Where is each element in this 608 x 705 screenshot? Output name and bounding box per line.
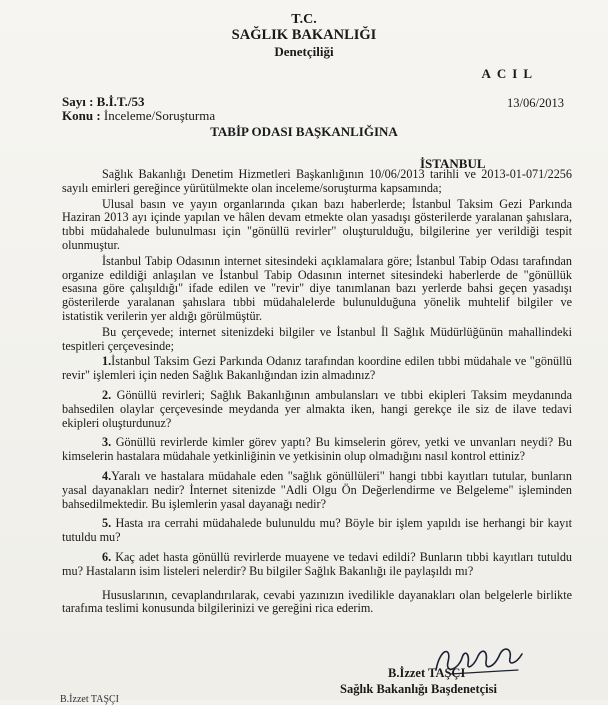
- header-tc: T.C.: [291, 12, 317, 27]
- question-number: 2.: [102, 387, 112, 402]
- reference-number: Sayı : B.İ.T./53: [62, 94, 145, 109]
- paragraph-framework: Bu çerçevede; internet sitenizdeki bilgiler ve İstanbul İl Sağlık Müdürlüğünün mahallindeki tespitleri çerçevesinde;: [62, 324, 572, 353]
- subject-value: İnceleme/Soruşturma: [103, 108, 216, 123]
- signer-title: Sağlık Bakanlığı Başdenetçisi: [340, 682, 497, 696]
- question-1: [62, 355, 572, 383]
- question-text: Yaralı ve hastalara müdahale eden "sağlık gönüllüleri" hangi tıbbi kayıtları tutular, bunların yasal dayanakları nedir? İnternet sitenizde "Adli Olgu Ön Değerlendirme ve Belgeleme" işleminden bahsedilmektedir. Bu işlemlerin yasal dayanağı nedir?: [62, 468, 572, 511]
- header-department: Denetçiliği: [274, 44, 334, 59]
- letter-body: [62, 168, 572, 618]
- question-3: [62, 436, 572, 464]
- question-number: 3.: [102, 435, 112, 450]
- cut-off-footer-text: B.İzzet TAŞÇI: [60, 694, 120, 705]
- paragraph-website: İstanbul Tabip Odasının internet sitesindeki açıklamalara göre; İstanbul Tabip Odası tarafından organize edildiği anlaşılan ve İstanbul Tabip Odasının internet sitesindeki haberlerde de "gönüllük esasına göre çalışıldığı" ifade edilen ve "revir" diye tanımlanan bazı yerlerde bahsi geçen yasadışı gösterilerde yaralanan şahıslara tıbbi müdahalelerde bulunulduğuna yönelik muhtelif bilgiler ve istatistik verilerin yer aldığı görülmüştür.: [62, 253, 572, 323]
- question-number: 5.: [102, 516, 112, 531]
- question-5: [62, 517, 572, 545]
- question-text: Gönüllü revirlerde kimler görev yaptı? Bu kimselerin görev, yetki ve unvanları neydi? Bu kimselerin hastalara müdahale yetkinliğinin ve yetkisinin olup olmadığını nasıl kontrol ettiniz?: [62, 435, 572, 464]
- urgent-mark: ACIL: [481, 66, 538, 81]
- paragraph-intro: Sağlık Bakanlığı Denetim Hizmetleri Başkanlığının 10/06/2013 tarihli ve 2013-01-071/2256 sayılı emirleri gereğince yürütülmekte olan inceleme/soruşturma kapsamında;: [62, 167, 572, 195]
- question-text: Gönüllü revirleri; Sağlık Bakanlığının ambulansları ve tıbbi ekipleri Taksim meydanında bahsedilen olaylar çerçevesinde meydanda yer almakta iken, hangi gerekçe ile siz de ilave tedavi ekipleri oluşturdunuz?: [62, 387, 572, 430]
- question-2: [62, 389, 572, 430]
- question-number: 1.: [102, 354, 112, 369]
- addressee-city: İSTANBUL: [420, 156, 486, 171]
- addressee: TABİP ODASI BAŞKANLIĞINA: [210, 124, 398, 139]
- question-number: 6.: [102, 549, 112, 564]
- paragraph-closing: Hususlarının, cevaplandırılarak, cevabi yazınızın ivedilikle dayanakları olan belgelerle birlikte tarafıma teslimi konusunda bilgilerinizi ve gereğini rica ederim.: [62, 587, 572, 616]
- question-4: [62, 470, 572, 511]
- question-number: 4.: [102, 468, 112, 483]
- header-ministry: SAĞLIK BAKANLIĞI: [231, 27, 377, 43]
- question-6: [62, 551, 572, 579]
- question-text: İstanbul Taksim Gezi Parkında Odanız tarafından koordine edilen tıbbi müdahale ve "gönüllü revir" işlemleri için neden Sağlık Bakanlığından izin almadınız?: [62, 354, 572, 383]
- signer-name: B.İzzet TAŞÇI: [388, 666, 466, 680]
- subject-line: [62, 108, 215, 124]
- paragraph-press: Ulusal basın ve yayın organlarında çıkan bazı haberlerde; İstanbul Taksim Gezi Parkında Haziran 2013 ayı içinde yapılan ve hâlen devam etmekte olan yasadışı gösterilerde yaralanan şahıslara, tıbbi müdahalede bulunulması için "gönüllü revirler" oluşturulduğu, bilgilerine yer verildiği tespit olunmuştur.: [62, 196, 572, 252]
- question-text: Hasta ıra cerrahi müdahalede bulunuldu mu? Böyle bir işlem yapıldı ise herhangi bir kayıt tutuldu mu?: [62, 516, 572, 545]
- subject-label: Konu :: [62, 108, 101, 123]
- question-text: Kaç adet hasta gönüllü revirlerde muayene ve tedavi edildi? Bunların tıbbi kayıtları tutuldu mu? Hastaların isim listeleri nelerdir? Bu bilgiler Sağlık Bakanlığı ile paylaşıldı mı?: [62, 549, 573, 578]
- letter-date: 13/06/2013: [507, 96, 564, 110]
